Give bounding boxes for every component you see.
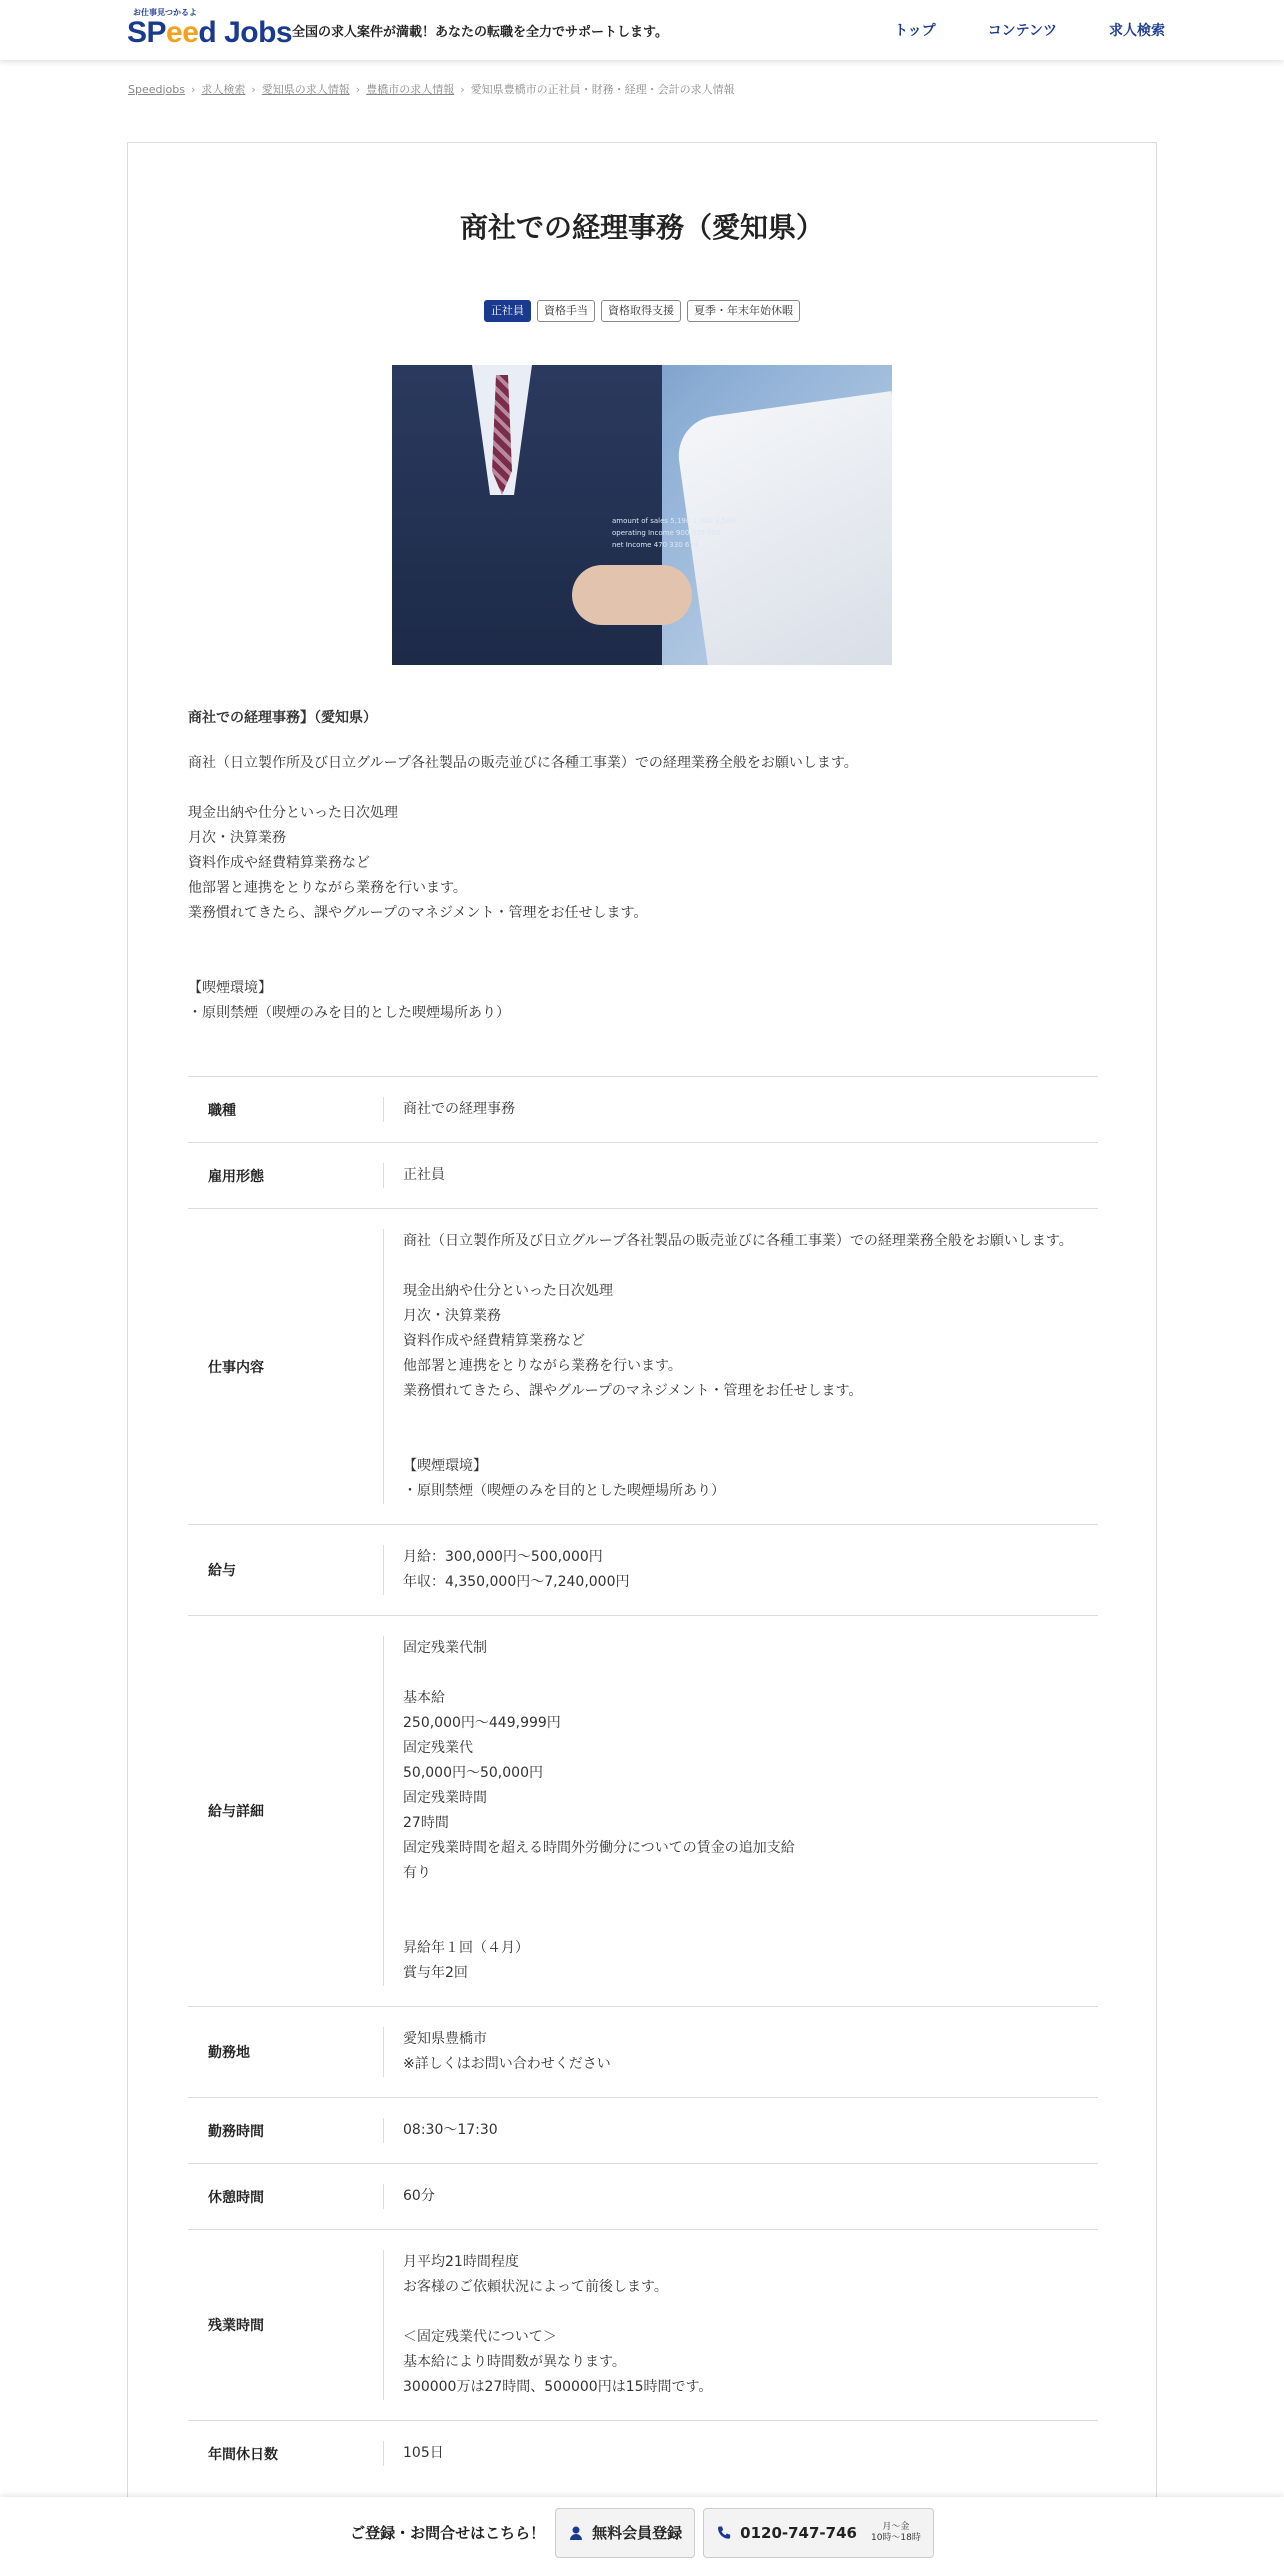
logo-tagline: お仕事見つかるよ — [133, 8, 197, 17]
job-tags — [128, 300, 1156, 322]
breadcrumb-home[interactable]: Speedjobs — [128, 82, 185, 96]
spec-label: 職種 — [208, 1102, 236, 1119]
spec-label: 勤務地 — [208, 2045, 250, 2061]
job-detail-card — [127, 142, 1157, 2568]
chevron-right-icon: › — [355, 82, 361, 96]
spec-row-salary — [188, 1524, 1098, 1615]
site-header — [0, 0, 1284, 60]
spec-value: 商社での経理事務 — [383, 1077, 1098, 1142]
logo-wordmark: SPeed Jobs — [127, 16, 293, 49]
job-description — [188, 706, 1088, 1026]
chevron-right-icon: › — [251, 82, 256, 96]
phone-number: 0120-747-746 — [740, 2523, 857, 2542]
breadcrumb — [128, 81, 735, 97]
hero-screen-overlay: amount of sales 5,190 1,400 3,500 operating Income 900 975 780 net Income 470 330 674 — [612, 517, 735, 549]
description-body: 商社（日立製作所及び日立グループ各社製品の販売並びに各種工事業）での経理業務全般をお願いします。 現金出納や仕分といった日次処理 月次・決算業務 資料作成や経費精算業務など 他部署と連携をとりながら業務を行います。 業務慣れてきたら、課やグループのマネジメント・管理をお任せします。 【喫煙環境】 ・原則禁煙（喫煙のみを目的とした喫煙場所あり） — [188, 755, 858, 1021]
spec-value: 固定残業代制 基本給 250,000円〜449,999円 固定残業代 50,000円〜50,000円 固定残業時間 27時間 固定残業時間を超える時間外労働分についての賃金の追加支給 有り 昇給年１回（４月） 賞与年2回 — [383, 1616, 1098, 2006]
spec-label: 雇用形態 — [208, 1168, 264, 1185]
spec-row-work-hours — [188, 2097, 1098, 2163]
chevron-right-icon: › — [460, 82, 465, 96]
spec-value: 月平均21時間程度 お客様のご依頼状況によって前後します。 ＜固定残業代について＞ 基本給により時間数が異なります。 300000万は27時間、500000円は15時間です。 — [383, 2230, 1098, 2420]
spec-label: 休憩時間 — [208, 2189, 264, 2206]
spec-label: 仕事内容 — [208, 1359, 264, 1376]
spec-value: 正社員 — [383, 1143, 1098, 1208]
spec-label: 勤務時間 — [208, 2123, 264, 2140]
spec-label: 年間休日数 — [208, 2446, 278, 2463]
contact-bar-label: ご登録・お問合せはこちら！ — [350, 2524, 546, 2542]
contact-bar — [0, 2497, 1284, 2568]
user-icon — [568, 2525, 584, 2541]
site-logo[interactable] — [127, 8, 292, 52]
phone-icon — [716, 2525, 732, 2541]
tag: 資格手当 — [537, 300, 595, 322]
tag: 資格取得支援 — [601, 300, 681, 322]
job-spec-table — [188, 1076, 1098, 2486]
breadcrumb-current: 愛知県豊橋市の正社員・財務・経理・会計の求人情報 — [470, 83, 735, 96]
spec-label: 残業時間 — [208, 2318, 264, 2334]
breadcrumb-prefecture[interactable]: 愛知県の求人情報 — [261, 83, 350, 96]
spec-row-break-time — [188, 2163, 1098, 2229]
business-hours: 月～金 10時～18時 — [870, 2521, 921, 2543]
spec-value: 60分 — [383, 2164, 1098, 2229]
spec-row-job-content — [188, 1208, 1098, 1524]
breadcrumb-city[interactable]: 豊橋市の求人情報 — [366, 83, 455, 96]
header-tagline: 全国の求人案件が満載！あなたの転職を全力でサポートします。 — [292, 25, 668, 40]
spec-row-overtime — [188, 2229, 1098, 2420]
spec-value: 愛知県豊橋市 ※詳しくはお問い合わせください — [383, 2007, 1098, 2097]
chevron-right-icon: › — [190, 82, 196, 96]
spec-label: 給与詳細 — [208, 1804, 264, 1820]
register-button-label: 無料会員登録 — [592, 2524, 683, 2542]
spec-value: 商社（日立製作所及び日立グループ各社製品の販売並びに各種工事業）での経理業務全般をお願いします。 現金出納や仕分といった日次処理 月次・決算業務 資料作成や経費精算業務など 他部署と連携をとりながら業務を行います。 業務慣れてきたら、課やグループのマネジメント・管理をお任せします。 【喫煙環境】 ・原則禁煙（喫煙のみを目的とした喫煙場所あり） — [383, 1209, 1098, 1524]
spec-row-job-type — [188, 1076, 1098, 1142]
main-nav — [842, 20, 1165, 40]
spec-row-employment-type — [188, 1142, 1098, 1208]
tag: 夏季・年末年始休暇 — [687, 300, 800, 322]
spec-value: 105日 — [383, 2421, 1098, 2486]
spec-row-location — [188, 2006, 1098, 2097]
spec-row-annual-holidays — [188, 2420, 1098, 2486]
page-title: 商社での経理事務（愛知県） — [459, 211, 824, 244]
breadcrumb-job-search[interactable]: 求人検索 — [201, 83, 246, 96]
spec-label: 給与 — [208, 1563, 236, 1579]
register-button[interactable] — [555, 2508, 695, 2558]
nav-top[interactable]: トップ — [894, 23, 936, 39]
spec-value: 月給：300,000円～500,000円 年収：4,350,000円～7,240,000円 — [383, 1525, 1098, 1615]
nav-job-search[interactable]: 求人検索 — [1109, 23, 1165, 39]
job-hero-image — [392, 365, 892, 665]
nav-contents[interactable]: コンテンツ — [987, 23, 1057, 39]
tag-employment-type: 正社員 — [484, 300, 531, 322]
spec-row-salary-detail — [188, 1615, 1098, 2006]
spec-value: 08:30〜17:30 — [383, 2098, 1098, 2163]
description-lead: 商社での経理事務】（愛知県） — [188, 710, 377, 726]
phone-button[interactable] — [703, 2508, 934, 2558]
